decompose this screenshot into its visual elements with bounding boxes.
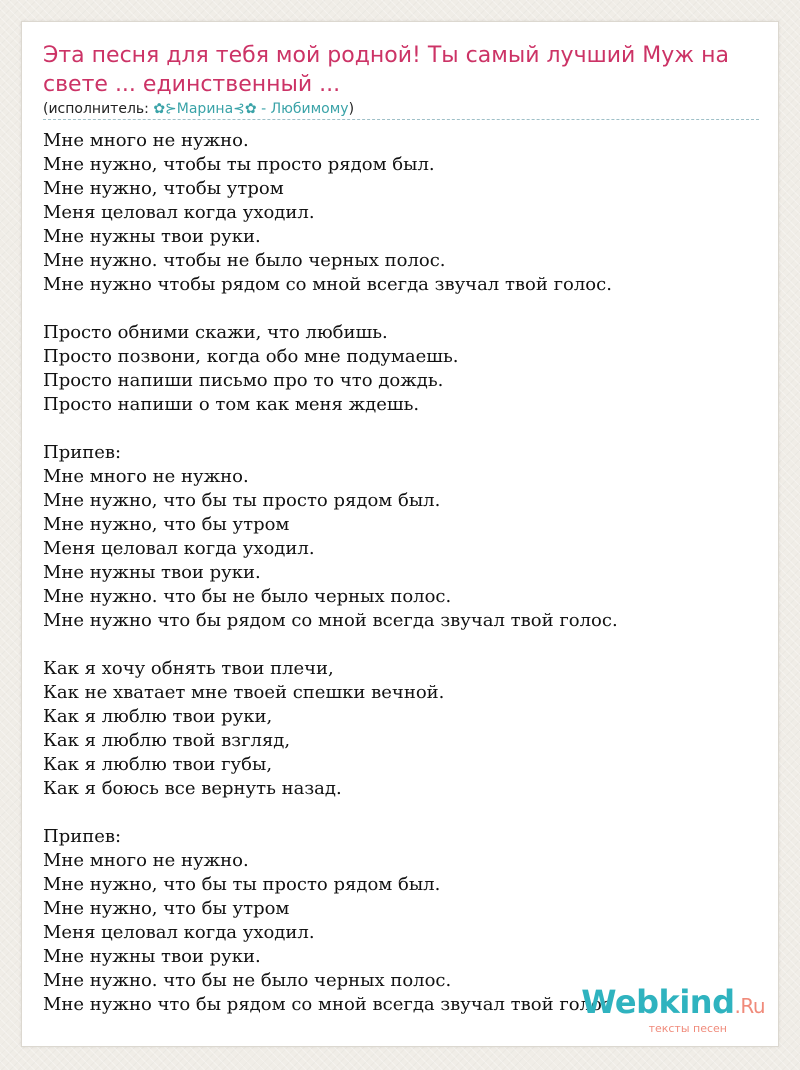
lyric-line: Как я боюсь все вернуть назад.: [43, 778, 342, 799]
lyric-line: [43, 417, 763, 441]
lyric-line: Как я люблю твои руки,: [43, 706, 273, 727]
lyric-line: Мне нужно. что бы не было черных полос.: [43, 586, 452, 607]
webkind-logo[interactable]: [565, 985, 765, 1034]
lyrics-card: [21, 21, 779, 1047]
lyric-line: [43, 297, 763, 321]
lyric-line: Мне нужно, что бы утром: [43, 514, 290, 535]
song-title: Эта песня для тебя мой родной! Ты самый лучший Муж на свете ... единственный ...: [43, 43, 729, 97]
lyric-line: Мне нужно, что бы ты просто рядом был.: [43, 874, 441, 895]
lyric-line: Просто обними скажи, что любишь.: [43, 322, 388, 343]
lyric-line: Просто позвони, когда обо мне подумаешь.: [43, 346, 459, 367]
lyric-line: Мне нужно, чтобы ты просто рядом был.: [43, 154, 435, 175]
lyric-line: [43, 801, 763, 825]
lyric-line: Мне нужно. чтобы не было черных полос.: [43, 250, 446, 271]
lyric-line: Мне много не нужно.: [43, 130, 249, 151]
artist-link[interactable]: [153, 101, 348, 117]
meta-separator: -: [256, 101, 271, 117]
lyric-line: Мне нужно. что бы не было черных полос.: [43, 970, 452, 991]
lyric-line: [43, 633, 763, 657]
lyric-line: Как не хватает мне твоей спешки вечной.: [43, 682, 445, 703]
lyric-line: Припев:: [43, 442, 122, 463]
lyric-line: Меня целовал когда уходил.: [43, 538, 315, 559]
artist-name: ✿⊱Марина⊰✿: [153, 101, 257, 117]
lyric-line: Мне нужно, что бы ты просто рядом был.: [43, 490, 441, 511]
logo-name: Webkind: [581, 983, 735, 1021]
lyric-line: Как я хочу обнять твои плечи,: [43, 658, 334, 679]
lyric-line: Мне много не нужно.: [43, 466, 249, 487]
meta-prefix: (исполнитель:: [43, 101, 154, 117]
lyric-line: Мне нужны твои руки.: [43, 226, 261, 247]
lyric-line: Мне нужно что бы рядом со мной всегда звучал твой голос: [43, 994, 612, 1015]
logo-tagline: тексты песен: [648, 1022, 727, 1035]
lyric-line: Мне нужно, чтобы утром: [43, 178, 284, 199]
song-meta: [43, 100, 763, 118]
logo-wordmark: [565, 985, 765, 1023]
lyric-line: Просто напиши о том как меня ждешь.: [43, 394, 420, 415]
lyric-line: Мне нужно что бы рядом со мной всегда звучал твой голос.: [43, 610, 618, 631]
title-divider: [43, 119, 759, 120]
lyric-line: Меня целовал когда уходил.: [43, 922, 315, 943]
lyric-line: Мне много не нужно.: [43, 850, 249, 871]
meta-suffix: ): [348, 101, 355, 117]
lyric-line: Как я люблю твой взгляд,: [43, 730, 291, 751]
lyric-line: Меня целовал когда уходил.: [43, 202, 315, 223]
lyric-line: Припев:: [43, 826, 122, 847]
logo-domain: .Ru: [734, 994, 765, 1018]
lyric-line: Как я люблю твои губы,: [43, 754, 273, 775]
lyric-line: Мне нужно, что бы утром: [43, 898, 290, 919]
lyric-line: Мне нужны твои руки.: [43, 562, 261, 583]
lyrics-body: [43, 129, 763, 1017]
recipient-name: Любимому: [270, 101, 349, 117]
lyric-line: Мне нужны твои руки.: [43, 946, 261, 967]
lyric-line: Просто напиши письмо про то что дождь.: [43, 370, 444, 391]
lyric-line: Мне нужно чтобы рядом со мной всегда звучал твой голос.: [43, 274, 612, 295]
